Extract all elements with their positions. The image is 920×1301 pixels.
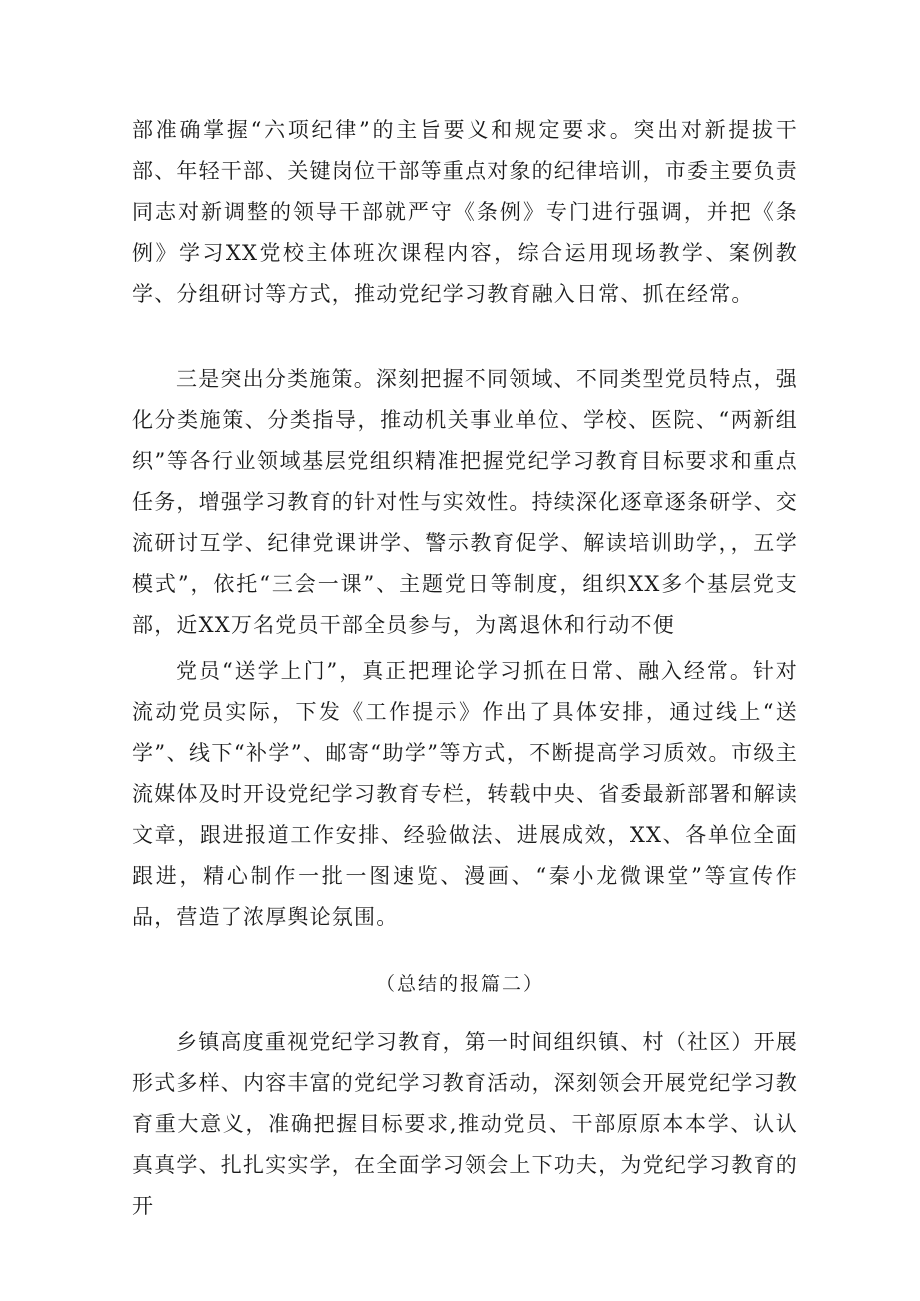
paragraph-delivery-study: 党员“送学上门”，真正把理论学习抓在日常、融入经常。针对流动党员实际，下发《工作提示》作出了具体安排，通过线上“送学”、线下“补学”、邮寄“助学”等方式，不断提高学习质效。市级主流媒体及时开设党纪学习教育专栏，转载中央、省委最新部署和解读文章，跟进报道工作安排、经验做法、进展成效，XX、各单位全面跟进，精心制作一批一图速览、漫画、“秦小龙微课堂”等宣传作品，营造了浓厚舆论氛围。 bbox=[132, 659, 798, 929]
paragraph-township: 乡镇高度重视党纪学习教育，第一时间组织镇、村（社区）开展形式多样、内容丰富的党纪学习教育活动，深刻领会开展党纪学习教育重大意义，准确把握目标要求,推动党员、干部原原本本学、认认真真学、扎扎实实学，在全面学习领会上下功夫，为党纪学习教育的开 bbox=[132, 1030, 798, 1218]
paragraph-classified-measures: 三是突出分类施策。深刻把握不同领域、不同类型党员特点，强化分类施策、分类指导，推动机关事业单位、学校、医院、“两新组织”等各行业领域基层党组织精准把握党纪学习教育目标要求和重点任务，增强学习教育的针对性与实效性。持续深化逐章逐条研学、交流研讨互学、纪律党课讲学、警示教育促学、解读培训助学，，五学模式”，依托“三会一课”、主题党日等制度，组织XX多个基层党支部，近XX万名党员干部全员参与，为离退休和行动不便 bbox=[132, 367, 798, 637]
paragraph-continuation: 部准确掌握“六项纪律”的主旨要义和规定要求。突出对新提拔干部、年轻干部、关键岗位干部等重点对象的纪律培训，市委主要负责同志对新调整的领导干部就严守《条例》专门进行强调，并把《条例》学习XX党校主体班次课程内容，综合运用现场教学、案例教学、分组研讨等方式，推动党纪学习教育融入日常、抓在经常。 bbox=[132, 118, 798, 306]
section-title: （总结的报篇二） bbox=[375, 973, 544, 995]
